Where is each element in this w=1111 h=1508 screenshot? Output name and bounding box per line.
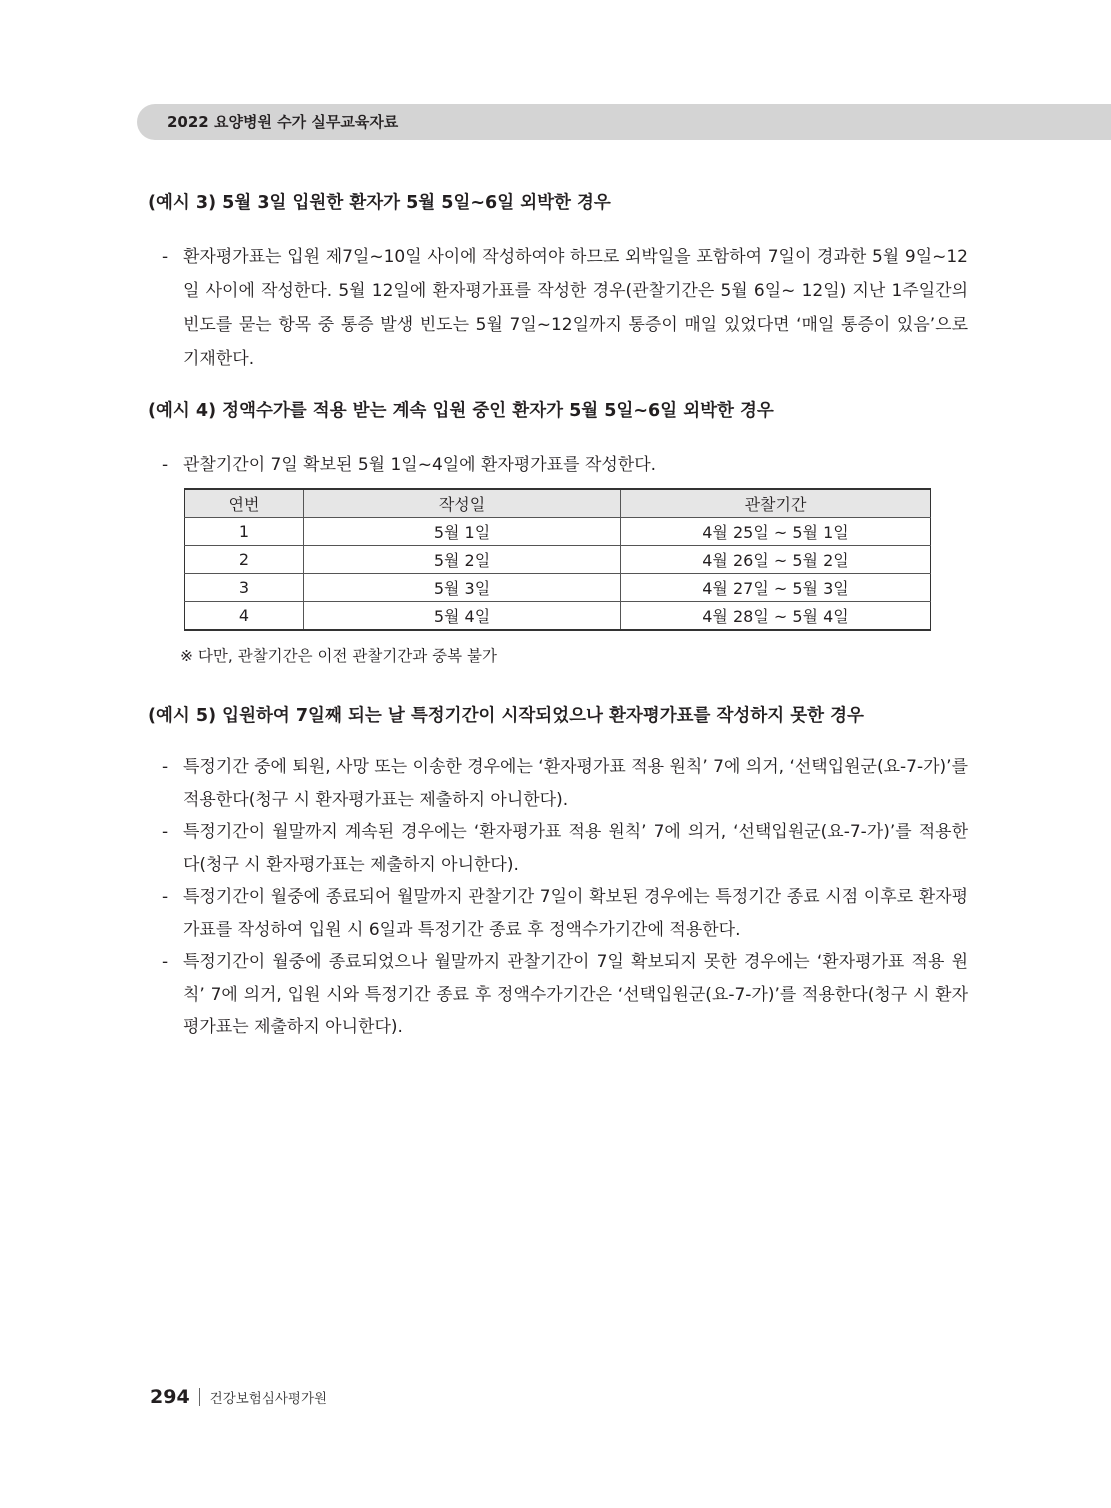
bullet-item: - 특정기간이 월중에 종료되어 월말까지 관찰기간 7일이 확보된 경우에는 특정기간 종료 시점 이후로 환자평가표를 작성하여 입원 시 6일과 특정기간 종료 후 정액수가기간에 적용한다. — [148, 881, 968, 946]
example-3-title: (예시 3) 5월 3일 입원한 환자가 5월 5일~6일 외박한 경우 — [148, 193, 611, 213]
bullet-item: - 특정기간이 월중에 종료되었으나 월말까지 관찰기간이 7일 확보되지 못한 경우에는 ‘환자평가표 적용 원칙’ 7에 의거, 입원 시와 특정기간 종료 후 정액수가기간은 ‘선택입원군(요-7-가)’를 적용한다(청구 시 환자평가표는 제출하지 아니한다). — [148, 946, 968, 1044]
header-title: 2022 요양병원 수가 실무교육자료 — [167, 113, 399, 131]
bullet-item: - 관찰기간이 7일 확보된 5월 1일~4일에 환자평가표를 작성한다. — [148, 448, 968, 482]
cell-period: 4월 26일 ~ 5월 2일 — [621, 546, 931, 574]
cell-serial: 2 — [185, 546, 304, 574]
example-5-bullets — [148, 751, 968, 1044]
table-row — [185, 546, 931, 574]
table-header-row — [185, 489, 931, 518]
cell-date: 5월 2일 — [304, 546, 621, 574]
cell-serial: 4 — [185, 602, 304, 631]
column-header-date: 작성일 — [304, 489, 621, 518]
table-note: ※ 다만, 관찰기간은 이전 관찰기간과 중복 불가 — [180, 647, 497, 665]
cell-period: 4월 28일 ~ 5월 4일 — [621, 602, 931, 631]
cell-serial: 1 — [185, 518, 304, 546]
footer-organization: 건강보험심사평가원 — [209, 1391, 328, 1407]
footer-divider — [199, 1388, 200, 1406]
table-row — [185, 574, 931, 602]
example-3-bullets — [148, 240, 968, 376]
page-footer — [150, 1386, 327, 1408]
bullet-item: - 환자평가표는 입원 제7일~10일 사이에 작성하여야 하므로 외박일을 포함하여 7일이 경과한 5월 9일~12일 사이에 작성한다. 5월 12일에 환자평가표를 작성한 경우(관찰기간은 5월 6일~ 12일) 지난 1주일간의 빈도를 묻는 항목 중 통증 발생 빈도는 5월 7일~12일까지 통증이 매일 있었다면 ‘매일 통증이 있음’으로 기재한다. — [148, 240, 968, 376]
table-row — [185, 602, 931, 631]
column-header-serial: 연번 — [185, 489, 304, 518]
table-row — [185, 518, 931, 546]
example-5-section — [148, 701, 968, 1044]
example-4-section — [148, 396, 968, 671]
bullet-item: - 특정기간 중에 퇴원, 사망 또는 이송한 경우에는 ‘환자평가표 적용 원칙’ 7에 의거, ‘선택입원군(요-7-가)’를 적용한다(청구 시 환자평가표는 제출하지 아니한다). — [148, 751, 968, 816]
cell-date: 5월 1일 — [304, 518, 621, 546]
example-4-bullets — [148, 448, 968, 482]
page-content — [148, 188, 968, 1044]
example-3-section — [148, 188, 968, 376]
observation-period-table — [184, 488, 931, 631]
column-header-period: 관찰기간 — [621, 489, 931, 518]
page-number: 294 — [150, 1386, 190, 1408]
example-5-title: (예시 5) 입원하여 7일째 되는 날 특정기간이 시작되었으나 환자평가표를 작성하지 못한 경우 — [148, 706, 864, 726]
example-4-title: (예시 4) 정액수가를 적용 받는 계속 입원 중인 환자가 5월 5일~6일 외박한 경우 — [148, 401, 774, 421]
cell-date: 5월 4일 — [304, 602, 621, 631]
bullet-item: - 특정기간이 월말까지 계속된 경우에는 ‘환자평가표 적용 원칙’ 7에 의거, ‘선택입원군(요-7-가)’를 적용한다(청구 시 환자평가표는 제출하지 아니한다). — [148, 816, 968, 881]
cell-serial: 3 — [185, 574, 304, 602]
cell-period: 4월 27일 ~ 5월 3일 — [621, 574, 931, 602]
cell-date: 5월 3일 — [304, 574, 621, 602]
cell-period: 4월 25일 ~ 5월 1일 — [621, 518, 931, 546]
header-bar — [137, 104, 1111, 140]
